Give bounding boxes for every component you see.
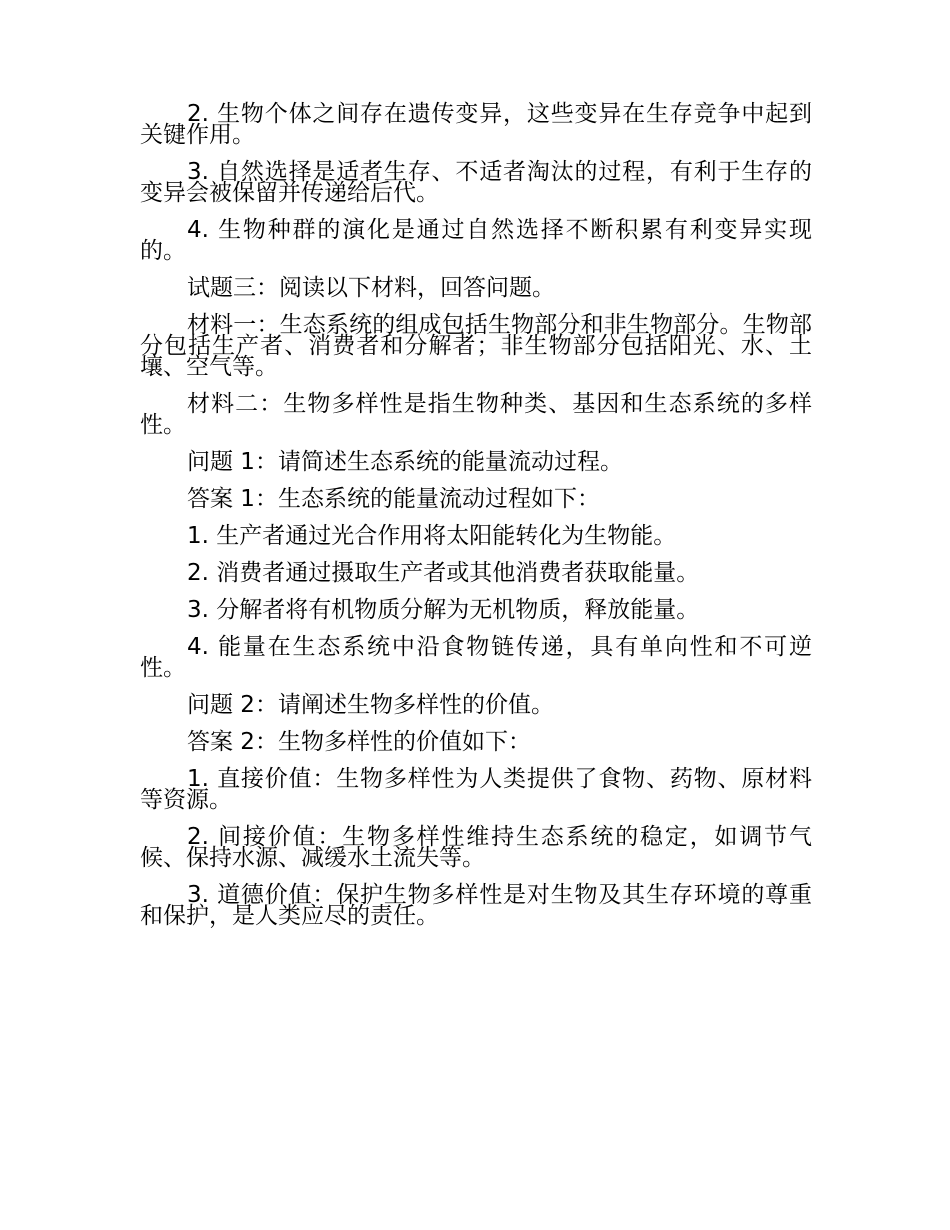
paragraph-natural-selection: 3. 自然选择是适者生存、不适者淘汰的过程，有利于生存的变异会被保留并传递给后代。 (140, 159, 812, 206)
question-three-heading: 试题三：阅读以下材料，回答问题。 (187, 275, 555, 301)
material-two: 材料二：生物多样性是指生物种类、基因和生态系统的多样性。 (140, 391, 812, 438)
question-one: 问题 1：请简述生态系统的能量流动过程。 (187, 449, 623, 475)
question-two: 问题 2：请阐述生物多样性的价值。 (187, 692, 554, 718)
answer-one-item-4: 4. 能量在生态系统中沿食物链传递，具有单向性和不可逆性。 (140, 634, 812, 681)
answer-one-item-2: 2. 消费者通过摄取生产者或其他消费者获取能量。 (187, 560, 700, 586)
material-one: 材料一：生态系统的组成包括生物部分和非生物部分。生物部分包括生产者、消费者和分解者；非生物部分包括阳光、水、土壤、空气等。 (140, 312, 812, 380)
answer-two-item-3: 3. 道德价值：保护生物多样性是对生物及其生存环境的尊重和保护，是人类应尽的责任。 (140, 882, 812, 929)
answer-one-item-3: 3. 分解者将有机物质分解为无机物质，释放能量。 (187, 597, 700, 623)
answer-two-intro: 答案 2：生物多样性的价值如下： (187, 729, 531, 755)
answer-one-item-1: 1. 生产者通过光合作用将太阳能转化为生物能。 (187, 523, 677, 549)
answer-two-item-2: 2. 间接价值：生物多样性维持生态系统的稳定，如调节气候、保持水源、减缓水土流失等。 (140, 824, 812, 871)
answer-two-item-1: 1. 直接价值：生物多样性为人类提供了食物、药物、原材料等资源。 (140, 766, 812, 813)
paragraph-variation-role: 2. 生物个体之间存在遗传变异，这些变异在生存竞争中起到关键作用。 (140, 101, 812, 148)
paragraph-population-evolution: 4. 生物种群的演化是通过自然选择不断积累有利变异实现的。 (140, 217, 812, 264)
document-body (140, 101, 812, 943)
answer-one-intro: 答案 1：生态系统的能量流动过程如下： (187, 486, 600, 512)
